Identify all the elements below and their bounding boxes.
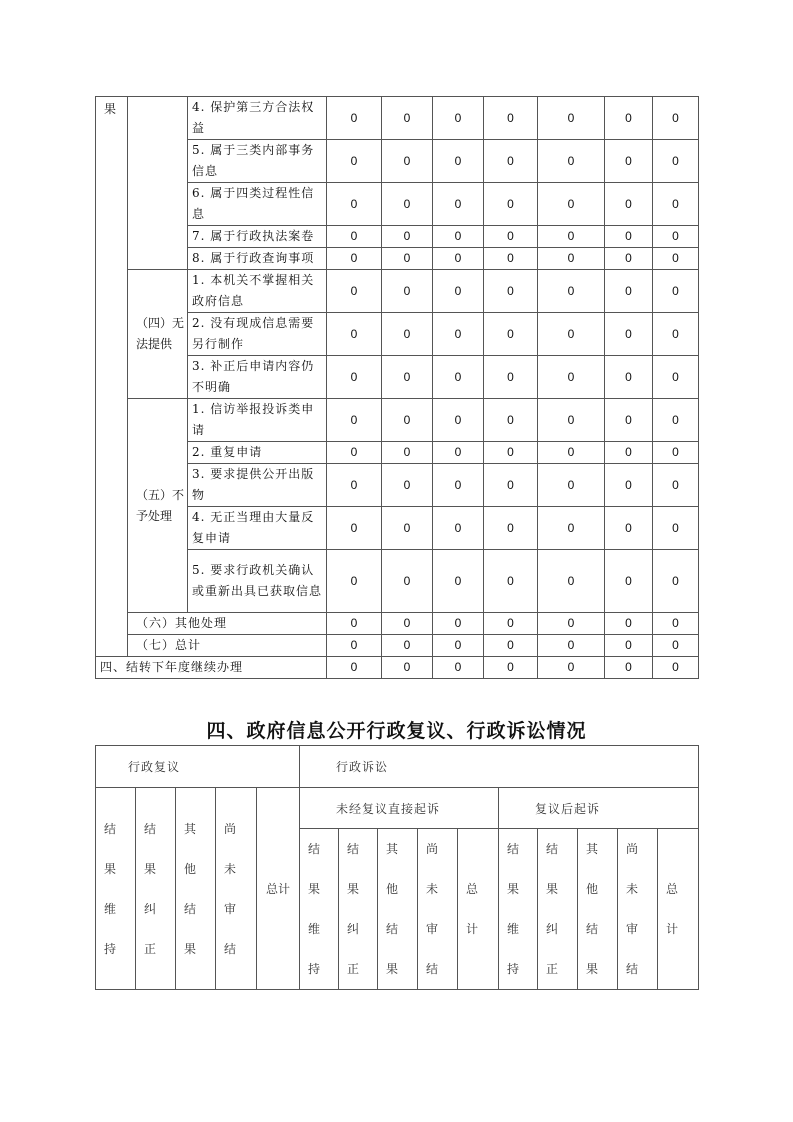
value-cell: 0	[605, 635, 653, 657]
vertical-header-text	[586, 829, 617, 989]
value-cell: 0	[653, 635, 699, 657]
header-char: 审	[426, 922, 439, 936]
value-cell: 0	[327, 356, 382, 399]
value-cell: 0	[433, 635, 484, 657]
header-char: 审	[626, 922, 639, 936]
value-cell: 0	[653, 226, 699, 248]
value-cell: 0	[605, 657, 653, 679]
value-cell: 0	[484, 183, 538, 226]
value-cell: 0	[653, 657, 699, 679]
value-cell: 0	[538, 635, 605, 657]
value-cell: 0	[538, 356, 605, 399]
value-cell: 0	[653, 183, 699, 226]
value-cell: 0	[327, 657, 382, 679]
header-char: 结	[546, 842, 559, 856]
item-label: 1. 本机关不掌握相关政府信息	[188, 270, 327, 313]
value-cell: 0	[605, 97, 653, 140]
value-cell: 0	[382, 226, 433, 248]
direct-litigation-header: 未经复议直接起诉	[300, 788, 499, 829]
value-cell: 0	[538, 464, 605, 507]
value-cell: 0	[653, 248, 699, 270]
value-cell: 0	[653, 550, 699, 613]
value-cell: 0	[433, 613, 484, 635]
item-label: 6. 属于四类过程性信息	[188, 183, 327, 226]
header-char: 维	[507, 922, 520, 936]
vertical-header-text	[466, 869, 498, 949]
vertical-header-text	[224, 809, 256, 969]
table-row	[96, 635, 699, 657]
header-char: 持	[104, 941, 117, 956]
header-char: 果	[586, 962, 599, 976]
header-char: 正	[546, 962, 559, 976]
value-cell: 0	[538, 399, 605, 442]
value-cell: 0	[327, 464, 382, 507]
header-char: 计	[466, 922, 479, 936]
value-cell: 0	[605, 442, 653, 464]
value-cell: 0	[382, 613, 433, 635]
value-cell: 0	[382, 442, 433, 464]
value-cell: 0	[605, 550, 653, 613]
value-cell: 0	[653, 442, 699, 464]
value-cell: 0	[484, 464, 538, 507]
value-cell: 0	[327, 635, 382, 657]
header-char: 维	[308, 922, 321, 936]
value-cell: 0	[653, 613, 699, 635]
value-cell: 0	[484, 635, 538, 657]
header-char: 结	[184, 901, 197, 916]
value-cell: 0	[484, 97, 538, 140]
header-char: 果	[507, 882, 520, 896]
item-label: 2. 重复申请	[188, 442, 327, 464]
value-cell: 0	[484, 140, 538, 183]
value-cell: 0	[605, 356, 653, 399]
direct-col-cell	[378, 829, 418, 990]
header-char: 尚	[626, 842, 639, 856]
after-review-col-cell	[618, 829, 658, 990]
value-cell: 0	[538, 140, 605, 183]
header-char: 未	[426, 882, 439, 896]
value-cell: 0	[605, 248, 653, 270]
value-cell: 0	[382, 97, 433, 140]
value-cell: 0	[538, 248, 605, 270]
item-label: 5. 要求行政机关确认或重新出具已获取信息	[188, 550, 327, 613]
value-cell: 0	[538, 550, 605, 613]
table-row	[96, 270, 699, 313]
value-cell: 0	[605, 613, 653, 635]
value-cell: 0	[484, 356, 538, 399]
value-cell: 0	[433, 270, 484, 313]
review-col-cell	[216, 788, 257, 990]
header-char: 结	[626, 962, 639, 976]
value-cell: 0	[653, 356, 699, 399]
value-cell: 0	[484, 399, 538, 442]
item-label: 7. 属于行政执法案卷	[188, 226, 327, 248]
value-cell: 0	[327, 248, 382, 270]
outer-label: 果	[96, 97, 128, 657]
value-cell: 0	[605, 399, 653, 442]
value-cell: 0	[433, 313, 484, 356]
table-row	[96, 399, 699, 442]
value-cell: 0	[382, 464, 433, 507]
header-char: 他	[184, 861, 197, 876]
value-cell: 0	[433, 248, 484, 270]
review-col-cell	[96, 788, 136, 990]
header-char: 总	[666, 882, 679, 896]
header-char: 结	[144, 821, 157, 836]
value-cell: 0	[605, 313, 653, 356]
direct-col-cell	[339, 829, 378, 990]
vertical-header-text	[144, 809, 175, 969]
value-cell: 0	[433, 550, 484, 613]
header-char: 其	[184, 821, 197, 836]
header-char: 未	[626, 882, 639, 896]
header-char: 结	[308, 842, 321, 856]
vertical-header-text	[347, 829, 377, 989]
value-cell: 0	[382, 183, 433, 226]
value-cell: 0	[538, 270, 605, 313]
header-char: 纠	[144, 901, 157, 916]
header-char: 结	[507, 842, 520, 856]
value-cell: 0	[327, 140, 382, 183]
direct-col-cell	[300, 829, 339, 990]
after-review-col-cell	[658, 829, 699, 990]
header-char: 果	[104, 861, 117, 876]
item-label: 4. 无正当理由大量反复申请	[188, 507, 327, 550]
value-cell: 0	[605, 226, 653, 248]
value-cell: 0	[327, 226, 382, 248]
value-cell: 0	[538, 507, 605, 550]
header-char: 纠	[546, 922, 559, 936]
review-col-cell	[136, 788, 176, 990]
item-label: 8. 属于行政查询事项	[188, 248, 327, 270]
item-label: 2. 没有现成信息需要另行制作	[188, 313, 327, 356]
vertical-header-text	[184, 809, 215, 969]
value-cell: 0	[382, 399, 433, 442]
header-char: 未	[224, 861, 237, 876]
value-cell: 0	[382, 270, 433, 313]
value-cell: 0	[538, 657, 605, 679]
value-cell: 0	[538, 226, 605, 248]
value-cell: 0	[484, 442, 538, 464]
group-label: （七）总计	[128, 635, 327, 657]
value-cell: 0	[382, 550, 433, 613]
vertical-header-text	[546, 829, 577, 989]
value-cell: 0	[382, 313, 433, 356]
direct-col-cell	[458, 829, 499, 990]
value-cell: 0	[433, 399, 484, 442]
header-char: 其	[586, 842, 599, 856]
header-char: 尚	[426, 842, 439, 856]
header-char: 他	[586, 882, 599, 896]
value-cell: 0	[433, 464, 484, 507]
value-cell: 0	[433, 183, 484, 226]
header-char: 果	[347, 882, 360, 896]
header-char: 正	[347, 962, 360, 976]
value-cell: 0	[484, 507, 538, 550]
value-cell: 0	[327, 270, 382, 313]
header-char: 结	[426, 962, 439, 976]
vertical-header-text	[308, 829, 338, 989]
header-char: 果	[184, 941, 197, 956]
value-cell: 0	[327, 399, 382, 442]
value-cell: 0	[382, 140, 433, 183]
group-label-empty	[128, 97, 188, 270]
header-char: 结	[104, 821, 117, 836]
group-label: （四）无法提供	[128, 270, 188, 399]
value-cell: 0	[605, 464, 653, 507]
review-litigation-table	[95, 745, 699, 990]
value-cell: 0	[653, 97, 699, 140]
header-char: 审	[224, 901, 237, 916]
value-cell: 0	[382, 356, 433, 399]
value-cell: 0	[433, 97, 484, 140]
after-review-col-cell	[538, 829, 578, 990]
header-char: 纠	[347, 922, 360, 936]
header-char: 持	[308, 962, 321, 976]
value-cell: 0	[327, 613, 382, 635]
value-cell: 0	[653, 399, 699, 442]
value-cell: 0	[484, 613, 538, 635]
header-char: 结	[224, 941, 237, 956]
table-row	[96, 97, 699, 140]
vertical-header-text	[507, 829, 537, 989]
value-cell: 0	[433, 226, 484, 248]
direct-col-cell	[418, 829, 458, 990]
value-cell: 0	[484, 248, 538, 270]
value-cell: 0	[327, 507, 382, 550]
value-cell: 0	[538, 183, 605, 226]
item-label: 3. 要求提供公开出版物	[188, 464, 327, 507]
value-cell: 0	[653, 507, 699, 550]
header-char: 果	[144, 861, 157, 876]
value-cell: 0	[382, 635, 433, 657]
value-cell: 0	[433, 657, 484, 679]
header-char: 尚	[224, 821, 237, 836]
header-char: 结	[586, 922, 599, 936]
value-cell: 0	[327, 183, 382, 226]
value-cell: 0	[484, 313, 538, 356]
value-cell: 0	[605, 140, 653, 183]
value-cell: 0	[433, 442, 484, 464]
value-cell: 0	[433, 507, 484, 550]
carryover-label: 四、结转下年度继续办理	[96, 657, 327, 679]
value-cell: 0	[484, 226, 538, 248]
item-label: 1. 信访举报投诉类申请	[188, 399, 327, 442]
value-cell: 0	[327, 550, 382, 613]
header-char: 持	[507, 962, 520, 976]
vertical-header-text	[626, 829, 657, 989]
item-label: 3. 补正后申请内容仍不明确	[188, 356, 327, 399]
value-cell: 0	[653, 270, 699, 313]
item-label: 4. 保护第三方合法权益	[188, 97, 327, 140]
value-cell: 0	[327, 442, 382, 464]
litigation-header: 行政诉讼	[300, 746, 699, 788]
item-label: 5. 属于三类内部事务信息	[188, 140, 327, 183]
header-char: 正	[144, 941, 157, 956]
value-cell: 0	[538, 442, 605, 464]
header-char: 结	[347, 842, 360, 856]
value-cell: 0	[433, 356, 484, 399]
header-char: 维	[104, 901, 117, 916]
applications-outcome-table	[95, 96, 699, 679]
header-char: 结	[386, 922, 399, 936]
group-label: （六）其他处理	[128, 613, 327, 635]
review-total-header: 总计	[257, 788, 300, 990]
value-cell: 0	[653, 140, 699, 183]
value-cell: 0	[382, 507, 433, 550]
value-cell: 0	[382, 248, 433, 270]
header-char: 其	[386, 842, 399, 856]
after-review-col-cell	[578, 829, 618, 990]
header-char: 他	[386, 882, 399, 896]
header-char: 果	[386, 962, 399, 976]
value-cell: 0	[484, 270, 538, 313]
value-cell: 0	[605, 270, 653, 313]
review-col-cell	[176, 788, 216, 990]
vertical-header-text	[386, 829, 417, 989]
table-row	[96, 613, 699, 635]
value-cell: 0	[538, 613, 605, 635]
value-cell: 0	[605, 183, 653, 226]
section-title: 四、政府信息公开行政复议、行政诉讼情况	[206, 720, 587, 742]
vertical-header-text	[666, 869, 698, 949]
review-header: 行政复议	[96, 746, 300, 788]
header-char: 果	[546, 882, 559, 896]
value-cell: 0	[484, 657, 538, 679]
value-cell: 0	[484, 550, 538, 613]
after-review-litigation-header: 复议后起诉	[499, 788, 699, 829]
value-cell: 0	[382, 657, 433, 679]
vertical-header-text	[104, 809, 135, 969]
header-char: 总	[466, 882, 479, 896]
value-cell: 0	[653, 464, 699, 507]
after-review-col-cell	[499, 829, 538, 990]
table-row	[96, 657, 699, 679]
value-cell: 0	[327, 313, 382, 356]
value-cell: 0	[327, 97, 382, 140]
group-label: （五）不予处理	[128, 399, 188, 613]
value-cell: 0	[538, 97, 605, 140]
header-char: 果	[308, 882, 321, 896]
value-cell: 0	[433, 140, 484, 183]
value-cell: 0	[653, 313, 699, 356]
value-cell: 0	[538, 313, 605, 356]
header-char: 计	[666, 922, 679, 936]
vertical-header-text	[426, 829, 457, 989]
value-cell: 0	[605, 507, 653, 550]
